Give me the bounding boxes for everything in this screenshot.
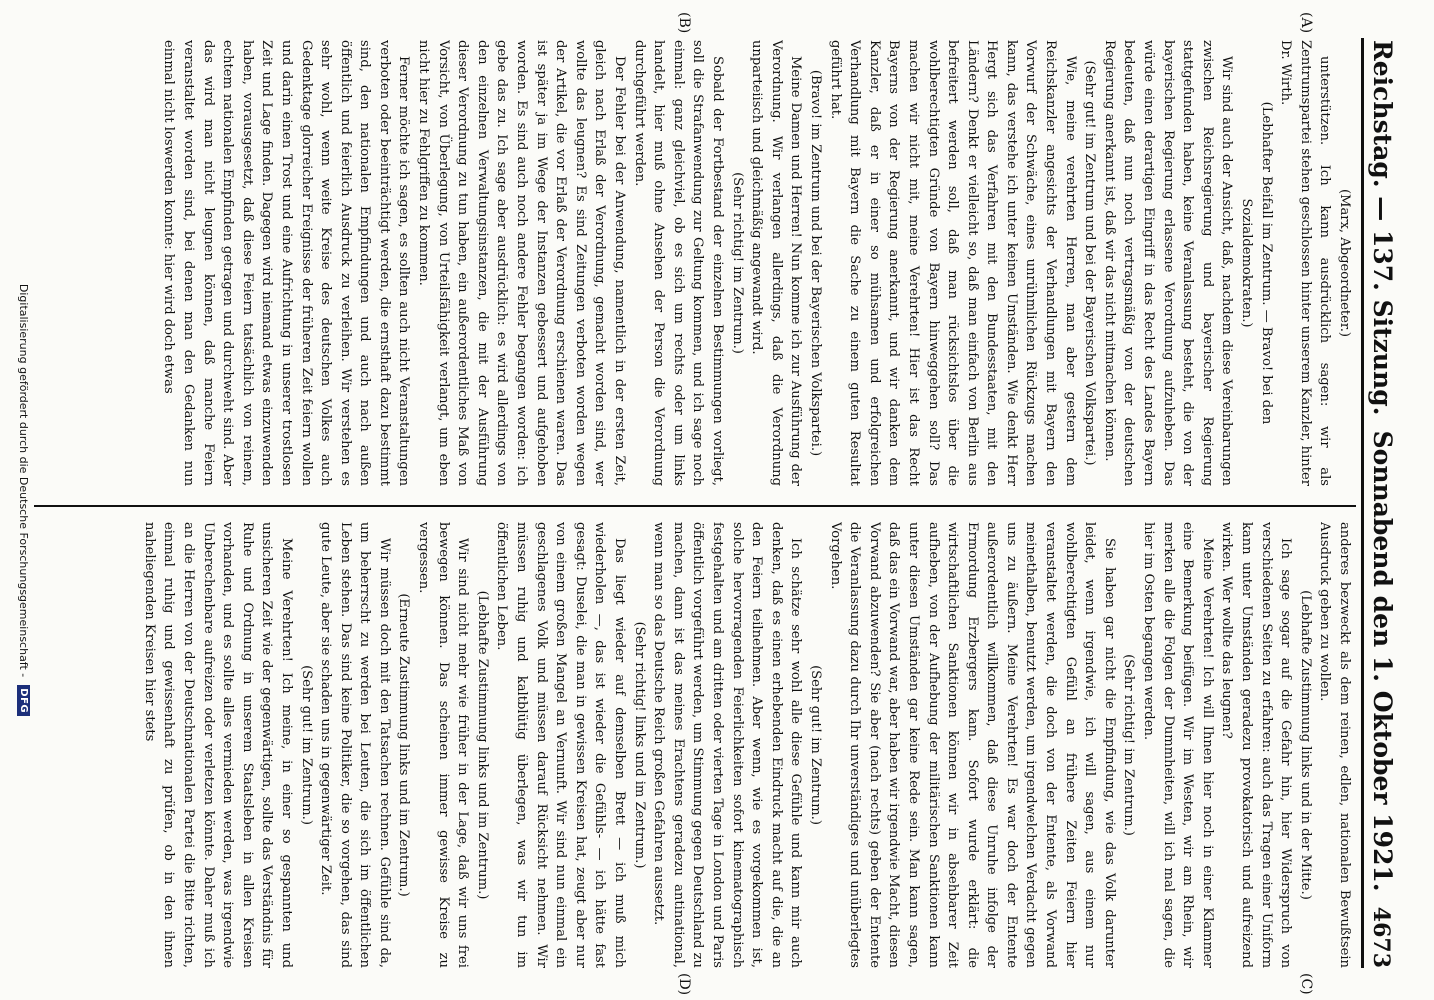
reaction: (Sehr gut! im Zentrum.) [298, 665, 314, 825]
paragraph: Ferner möchte ich sagen, es sollten auch nicht Veranstaltungen verboten oder beeinträchtigt werden, die ernsthaft dazu bestimmt sind, den nationalen Empfindungen und auch nach außen öffentlich und feierlich Ausdruck zu verleihen. Wir verstehen es sehr wohl, wenn weite Kreise des deutschen Volkes auch Gedenktage glorreicher Ereignisse der früheren Zeit feiern wollen und darin einen Trost und eine Aufrichtung in unserer trostlosen Zeit und Lage finden. Dagegen wird niemand etwas einzuwenden haben, vorausgesetzt, daß diese Feiern tatsächlich von reinem, echtem nationalen Empfinden getragen und durchweht sind. Aber das wird man nicht leugnen können, daß manche Feiern veranstaltet worden sind, bei denen man den Gedanken nun einmal nicht loswerden konnte: hier wird doch etwas [161, 40, 412, 486]
paragraph: Ich schätze sehr wohl alle diese Gefühle und kann mir auch denken, daß es einen erhebenden Eindruck macht auf die, die an den Feiern teilnehmen. Aber wenn, wie es vorgekommen ist, solche hervorragenden Feierlichkeiten sofort kinematographisch festgehalten und am dritten oder vierten Tage in London und Paris öffentlich vorgeführt werden, um Stimmung gegen Deutschland zu machen, dann ist das meines Erachtens geradezu antinational, wenn man so das Deutsche Reich großen Gefahren aussetzt. [651, 522, 804, 968]
digitization-footer [4, 0, 44, 1000]
reaction: (Sehr richtig! im Zentrum.) [729, 172, 745, 354]
paragraph: Sobald der Fortbestand der einzelnen Bestimmungen vorliegt, soll die Strafanwendung zur Geltung kommen, und ich sage noch einmal: ganz gleichviel, ob es sich um rechts oder um links handelt, hier muß ohne Ansehen der Person die Verordnung durchgeführt werden. [631, 40, 725, 486]
paragraph: Wie, meine verehrten Herren, man aber gestern dem Reichskanzler angesichts der Verhandlungen mit Bayern den Vorwurf der Schwäche, eines unrühmlichen Rückzugs machen kann, das verstehe ich unter keinen Umständen. Wie denkt Herr Hergt sich das Verfahren mit den Bundesstaaten, mit den Ländern? Denkt er vielleicht so, daß man einfach von Berlin aus befreitert werden soll, daß man rücksichtslos über die wohlberechtigten Gründe von Bayern hinweggehen soll? Das machen wir nicht mit, meine Verehrten! Hier ist das Recht Bayerns von der Regierung anerkannt, und wir danken dem Kanzler, daß er in einer so mühsamen und erfolgreichen Verhandlung mit Bayern die Sache zu einem guten Resultat geführt hat. [827, 40, 1078, 486]
column-separator [34, 505, 1356, 507]
paragraph: Wir sind auch der Ansicht, daß, nachdem diese Vereinbarungen zwischen Reichsregierung und bayerischer Regierung stattgefunden haben, keine Veranlassung besteht, die von der bayerischen Regierung erlassene Verordnung aufzuheben. Das würde einen derartigen Eingriff in das Recht des Landes Bayern bedeuten, daß nun noch vertragsmäßig von der deutschen Regierung anerkannt ist, daß wir das nicht mitmachen können. [1101, 40, 1235, 486]
reaction: (Sehr gut! im Zentrum.) [807, 665, 823, 825]
paragraph: Meine Verehrten! Ich will Ihnen hier noch in einer Klammer eine Bemerkung beifügen. Wir im Westen, wir am Rhein, wir merken alle die Folgen der Dummheiten, will ich mal sagen, die hier im Osten begangen werden. [1141, 522, 1215, 968]
header-left: Reichstag. — 137. Sitzung. [1368, 40, 1397, 416]
right-column [36, 522, 1354, 968]
reaction: (Sehr gut! im Zentrum und bei der Bayerischen Volkspartei.) [1082, 60, 1098, 466]
reaction: (Sehr richtig! links und im Zentrum.) [631, 621, 647, 869]
paragraph: Wir müssen doch mit den Tatsachen rechnen. Gefühle sind da, um beherrscht zu werden bei Leuten, die sich im öffentlichen Leben stehen. Das sind keine Politiker, die so vorgehen, das sind gute Leute, aber sie schaden uns in gegenwärtiger Zeit. [318, 522, 392, 968]
header-rule [1361, 38, 1364, 968]
page-number: 4673 [1368, 906, 1394, 968]
dfg-logo: DFG [18, 685, 31, 716]
paragraph: Der Fehler bei der Anwendung, namentlich in der ersten Zeit, gleich nach Erlaß der Verordnung, gemacht worden sind, wer wollte das leugnen? Es sind Zeitungen verboten worden wegen der Artikel, die vor Erlaß der Verordnung erschienen waren. Das ist später ja im Wege der Instanzen gebessert und aufgehoben worden. Es sind auch noch andere Fehler begangen worden: ich gebe das zu. Ich sage aber ausdrücklich: es wird allerdings von den einzelnen Verwaltungsinstanzen, die mit der Ausführung dieser Verordnung zu tun haben, ein außerordentliches Maß von Vorsicht, von Überlegung, von Urteilsfähigkeit verlangt, um eben nicht hier zu Fehlgriffen zu kommen. [416, 40, 628, 486]
paragraph: anderes bezweckt als dem reinen, edlen, nationalen Bewußtsein Ausdruck geben zu wollen. [1317, 522, 1352, 968]
paragraph: Meine Verehrten! Ich meine, in einer so gespannten und unsicheren Zeit wie der gegenwärtigen, sollte das Verständnis für Ruhe und Ordnung in unserem Staatsleben in allen Kreisen vorhanden, und es sollte alles vermieden werden, was irgendwie Unberechenbare aufreizen oder verletzen könnte. Daher muß ich an die Herren von der Deutschnationalen Partei die Bitte richten, einmal ruhig und gewissenhaft zu prüfen, ob in den ihnen naheliegenden Kreisen hier stets [141, 522, 294, 968]
reaction: (Lebhafte Zustimmung links und in der Mitte.) [1297, 590, 1313, 900]
left-column [36, 40, 1354, 486]
margin-mark-c: (C) [1298, 973, 1314, 995]
header-date: Sonnabend den 1. Oktober 1921. [1368, 430, 1397, 892]
margin-mark-a: (A) [1298, 12, 1314, 34]
margin-mark-b: (B) [676, 12, 692, 34]
margin-mark-d: (D) [676, 973, 692, 996]
footer-text: Digitalisierung gefördert durch die Deutsche Forschungsgemeinschaft - [17, 283, 31, 678]
paragraph: unterstützen. Ich kann ausdrücklich sagen: wir als Zentrumspartei stehen geschlossen hinter unserem Kanzler, hinter Dr. Wirth. [1278, 40, 1333, 486]
reaction: (Lebhafte Zustimmung links und im Zentrum.) [474, 590, 490, 900]
paragraph: Meine Damen und Herren! Nun komme ich zur Ausführung der Verordnung. Wir verlangen allerdings, daß die Verordnung unparteiisch und gleichmäßig angewandt wird. [749, 40, 804, 486]
reaction: (Sehr richtig! im Zentrum.) [1121, 654, 1137, 836]
paragraph: Ich sage sogar auf die Gefahr hin, hier Widerspruch von verschiedenen Seiten zu erfahren: auch das Tragen einer Uniform kann unter Umständen geradezu provokatorisch und aufreizend wirken. Wer wollte das leugnen? [1219, 522, 1294, 968]
reaction: (Erneute Zustimmung links und im Zentrum.) [396, 593, 412, 897]
page-header [1368, 40, 1408, 968]
reaction: (Lebhafter Beifall im Zentrum. — Bravo! bei den Sozialdemokraten.) [1239, 101, 1274, 425]
paragraph: Das liegt wieder auf demselben Brett — ich muß mich wiederholen —, das ist wieder die Gefühls- — ich hätte fast gesagt: Duselei, die man in gewissen Kreisen hat, zeugt aber nur von einem großen Mangel an Vernunft. Wir sind nun einmal ein geschlagenes Volk und müssen darauf Rücksicht nehmen. Wir müssen ruhig und kaltblütig überlegen, was wir tun im öffentlichen Leben. [494, 522, 628, 968]
paragraph: Sie haben gar nicht die Empfindung, wie das Volk darunter leidet, wenn irgendwie, ich will sagen, aus einem nur wohlberechtigten Gefühl an frühere Zeiten Feiern hier veranstaltet werden, die doch von der Entente, als Vorwand meinethalben, benutzt werden, um irgendwelchen Verdacht gegen uns zu äußern. Meine Verehrten! Es war doch der Entente außerordentlich willkommen, daß diese Unruhe infolge der Ermordung Erzbergers kam. Sofort wurde erklärt: die wirtschaftlichen Sanktionen können wir in absehbarer Zeit aufheben, von der Aufhebung der militärischen Sanktionen kann unter diesen Umständen gar keine Rede sein. Man kann sagen, daß das ein Vorwand war, aber haben wir irgendwie Macht, diesen Vorwand abzuwenden? Sie aber (nach rechts) geben der Entente die Veranlassung dazu durch Ihr unverständiges und unüberlegtes Vorgehen. [827, 522, 1117, 968]
reaction: (Bravo! im Zentrum und bei der Bayerischen Volkspartei.) [807, 69, 823, 457]
speaker-label: (Marx, Abgeordneter.) [1337, 188, 1352, 338]
paragraph: Wir sind nicht mehr wie früher in der Lage, daß wir uns frei bewegen können. Das scheinen immer gewisse Kreise zu vergessen. [416, 522, 471, 968]
